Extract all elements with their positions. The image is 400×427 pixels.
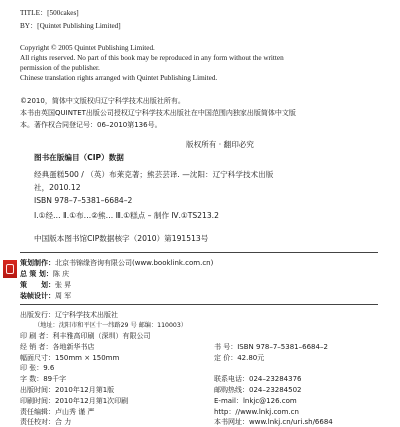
cip-core-number: 中国版本图书馆CIP数据核字（2010）第191513号 xyxy=(34,234,209,243)
production-row xyxy=(20,280,71,290)
spec-item: 书 号：ISBN 978–7–5381–6684–2 xyxy=(214,342,328,351)
copyright-en-line: Copyright © 2005 Quintet Publishing Limited. xyxy=(20,44,155,52)
publisher-logo xyxy=(3,260,17,278)
spec-item: 出版时间：2010年12月第1版 xyxy=(20,386,115,394)
spec-item: 印 刷 者：利丰雅高印刷（深圳）有限公司 xyxy=(20,332,151,340)
production-value: 北京书锦缘咨询有限公司(www.booklink.com.cn) xyxy=(55,259,214,267)
copyright-en-line: Chinese translation rights arranged with Quintet Publishing Limited. xyxy=(20,74,218,82)
copyright-en-line: All rights reserved. No part of this book may be reproduced in any form without the written xyxy=(20,54,284,62)
production-value: 陈 庆 xyxy=(52,270,70,278)
spec-item: 定 价：42.80元 xyxy=(214,353,265,362)
production-label: 策划制作： xyxy=(20,259,55,267)
divider xyxy=(20,304,378,305)
production-label: 装帧设计： xyxy=(20,292,55,300)
cip-line: 社，2010.12 xyxy=(34,183,81,192)
spec-item: 责任编辑：卢山秀 谨 严 xyxy=(20,407,95,416)
title-line: TITLE：[500cakes] xyxy=(20,9,79,17)
spec-item: 责任校对：合 力 xyxy=(20,418,72,427)
production-label: 总 策 划： xyxy=(20,270,53,278)
rights-reserved-notice: 版权所有 · 翻印必究 xyxy=(186,140,254,149)
copyright-cn-line: 本书由英国QUINTET出版公司授权辽宁科学技术出版社在中国范围内独家出版简体中文版 xyxy=(20,109,296,117)
spec-item: 印刷时间：2010年12月第1次印刷 xyxy=(20,396,129,405)
copyright-cn-line: 本。著作权合同登记号：06–2010第136号。 xyxy=(20,121,162,129)
spec-item: http：//www.lnkj.com.cn xyxy=(214,407,299,416)
spec-item: 本书网址：www.lnkj.cn/uri.sh/6684 xyxy=(214,418,333,427)
copyright-en-line: permission of the publisher. xyxy=(20,64,100,72)
by-line: BY：[Quintet Publishing Limited] xyxy=(20,22,121,30)
cip-line: 经典蛋糕500 / （英）布莱克著；熊芸芸译. —沈阳：辽宁科学技术出版 xyxy=(34,170,274,179)
spec-item: 幅面尺寸：150mm × 150mm xyxy=(20,353,120,362)
spec-item: 印 张：9.6 xyxy=(20,364,55,373)
production-label: 策 划： xyxy=(20,281,55,289)
cip-isbn: ISBN 978–7–5381–6684–2 xyxy=(34,196,133,205)
production-row xyxy=(20,291,71,301)
spec-item: 字 数：89千字 xyxy=(20,375,67,384)
spec-item: E-mail：lnkjc@126.com xyxy=(214,396,297,405)
production-value: 张 昇 xyxy=(55,281,72,289)
spec-item: 邮购热线：024–23284502 xyxy=(214,386,302,394)
production-value: 周 军 xyxy=(55,292,72,300)
publisher-issuer: 出版发行：辽宁科学技术出版社 xyxy=(20,311,118,319)
cip-heading: 图书在版编目（CIP）数据 xyxy=(34,153,124,162)
publisher-address: （地址：沈阳市和平区十一纬路29 号 邮编：110003） xyxy=(34,322,187,329)
spec-item: 联系电话：024–23284376 xyxy=(214,375,302,384)
divider xyxy=(20,252,378,253)
production-row xyxy=(20,258,213,268)
production-row xyxy=(20,269,69,279)
cip-classification: Ⅰ.①经… Ⅱ.①布…②熊… Ⅲ.①糕点 – 制作 Ⅳ.①TS213.2 xyxy=(34,211,219,220)
copyright-cn-line: ©2010，简体中文版权归辽宁科学技术出版社所有。 xyxy=(20,97,185,105)
spec-item: 经 销 者：各地新华书店 xyxy=(20,342,95,351)
